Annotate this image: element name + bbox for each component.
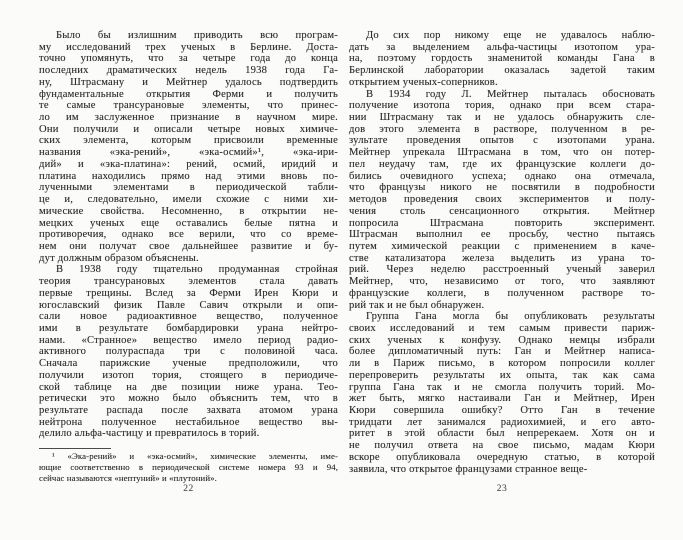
text-line: мические свойства. Несомненно, в открытии не-	[39, 205, 338, 217]
text-line: ских элемента, которым присвоили временные	[39, 135, 338, 147]
text-line: группа Гана так и не смогла получить торий. Мо-	[349, 381, 655, 393]
text-line: активного полураспада три с половиной часа.	[39, 346, 338, 358]
text-line: последних драматических недель 1938 года Га-	[39, 65, 338, 77]
text-line: ской таблице на две позиции ниже урана. Тео-	[39, 381, 338, 393]
text-line: мецких ученых еще оставались белые пятна и	[39, 217, 338, 229]
text-line: це и, следовательно, имели схожие с ними хи-	[39, 194, 338, 206]
text-line: противоречия, однако все верили, что со време-	[39, 229, 338, 241]
text-line: нии Штрасману так и не удалось обнаружить сле-	[349, 112, 655, 124]
text-line: те самые трансурановые элементы, что принес-	[39, 100, 338, 112]
text-line: не получил ответа на свое письмо, мадам Кюри	[349, 440, 655, 452]
text-line: зультате проведения опытов с изотопами урана.	[349, 135, 655, 147]
text-line: дов этого элемента в растворе, полученном в ре-	[349, 123, 655, 135]
text-line: нейтрона полученное нестабильное вещество вы-	[39, 416, 338, 428]
text-line: Берлинской лаборатории оказалась задетой таким	[349, 65, 655, 77]
text-line: ли в Париж письмо, в котором попросили коллег	[349, 358, 655, 370]
text-line: Штрасман выполнил ее просьбу, честно пытаясь	[349, 229, 655, 241]
text-line: тридцати лет занимался радиохимией, и его авто-	[349, 416, 655, 428]
text-line: теория трансурановых элементов стала давать	[39, 276, 338, 288]
page-right-text-column	[349, 30, 655, 475]
text-line: ну, Штрасману и Мейтнер удалось подтвердить	[39, 76, 338, 88]
text-line: чения столь сенсационного открытия. Мейтнер	[349, 205, 655, 217]
text-line: получили изотоп тория, стоящего в периодиче-	[39, 369, 338, 381]
text-line: му исследований трех ученых в Берлине. Доста-	[39, 41, 338, 53]
text-line: ритет в этой области был непререкаем. Хотя он и	[349, 428, 655, 440]
text-line: Было бы излишним приводить всю програм-	[56, 30, 338, 41]
text-line: пел неудачу там, где их французские коллеги до-	[349, 158, 655, 170]
text-line: нем они получат свое дальнейшее развитие и бу-	[39, 240, 338, 252]
text-line: жет быть, мягко настаивали Ган и Мейтнер, Ирен	[349, 393, 655, 405]
text-line: В 1938 году тщательно продуманная стройная	[56, 264, 338, 276]
text-line: дий» и «эка-платина»: рений, осмий, иридий и	[39, 158, 338, 170]
text-line: французские коллеги, в полученном растворе то-	[349, 287, 655, 299]
text-line: сали новое радиоактивное вещество, полученное	[39, 311, 338, 323]
text-line: рий. Через неделю расстроенный ученый заверил	[349, 264, 655, 276]
text-line: В 1934 году Л. Мейтнер пыталась обосновать	[366, 88, 655, 100]
text-line: ретически это можно было объяснить тем, что в	[39, 393, 338, 405]
footnote	[39, 451, 338, 483]
text-line: Они получили и описали четыре новых химиче-	[39, 123, 338, 135]
text-line: фундаментальные открытия Ферми и получить	[39, 88, 338, 100]
text-line: нами. «Странное» вещество имело период радио-	[39, 334, 338, 346]
text-line: точно упомянуть, что за четыре года до конца	[39, 53, 338, 65]
text-line: названия «эка-рений», «эка-осмий»¹, «эка-ири-	[39, 147, 338, 159]
text-line: дут должным образом объяснены.	[39, 252, 199, 264]
text-line: методов проведения своих экспериментов и полу-	[349, 194, 655, 206]
page-number-right: 23	[496, 484, 508, 494]
text-line: ющие соответственно в периодической системе номера 93 и 94,	[39, 461, 338, 472]
text-line: дать за выделением альфа-частицы изотопом ура-	[349, 41, 655, 53]
text-line: сейчас называются «нептуний» и «плутоний».	[39, 472, 217, 483]
text-line: на, поэтому гордость знаменитой команды Гана в	[349, 53, 655, 65]
text-line: открытием ученых-соперников.	[349, 76, 498, 88]
text-line: более дипломатичный путь: Ган и Мейтнер написа-	[349, 346, 655, 358]
text-line: ских ученых к конфузу. Однако немцы избрали	[349, 334, 655, 346]
text-line: Мейтнер упрекала Штрасмана в том, что он потер-	[349, 147, 655, 159]
text-line: рий так и не был обнаружен.	[349, 299, 485, 311]
text-line: что французы никого не посвятили в подробности	[349, 182, 655, 194]
footnote-divider	[39, 448, 111, 449]
page-number-left: 22	[183, 484, 194, 494]
text-line: попросила Штрасмана повторить эксперимент.	[349, 217, 655, 229]
text-line: платина находились прямо над этими вновь по-	[39, 170, 338, 182]
text-line: ¹ «Эка-рений» и «эка-осмий», химические элементы, име-	[52, 451, 338, 461]
text-line: югославский физик Павле Савич открыли и опи-	[39, 299, 338, 311]
text-line: перепроверить результаты их опыта, так как сама	[349, 369, 655, 381]
text-line: заявила, что открытое французами странное веще-	[349, 463, 588, 475]
text-line: получение изотопа тория, однако при всем стара-	[349, 100, 655, 112]
page-left-text-column	[39, 30, 338, 440]
text-line: вскоре опубликовала очередную статью, в которой	[349, 451, 655, 463]
text-line: Мейтнер, что, независимо от того, что заявляют	[349, 276, 655, 288]
text-line: Кюри совершила ошибку? Отто Ган в течение	[349, 405, 655, 416]
text-line: стве катализатора железа выделить из урана то-	[349, 252, 655, 264]
text-line: ло им заслуженное признание в научном мире.	[39, 112, 338, 124]
text-line: своих исследований и тем самым привести париж-	[349, 322, 655, 334]
text-line: бились очевидного успеха; однако она отмечала,	[349, 170, 655, 182]
text-line: путем химической реакции с применением в каче-	[349, 240, 655, 252]
text-line: делило альфа-частицу и превратилось в торий.	[39, 428, 260, 440]
text-line: До сих пор никому еще не удавалось наблю-	[366, 30, 655, 41]
text-line: Группа Гана могла бы опубликовать результаты	[366, 311, 655, 323]
text-line: Сначала парижские ученые предположили, что	[39, 358, 338, 370]
text-line: лученными элементами в периодической табли-	[39, 182, 338, 194]
text-line: первые трещины. Вслед за Ферми Ирен Кюри и	[39, 287, 338, 299]
text-line: результате распада после захвата атомом урана	[39, 405, 338, 416]
text-line: ими в результате бомбардировки урана нейтро-	[39, 322, 338, 334]
